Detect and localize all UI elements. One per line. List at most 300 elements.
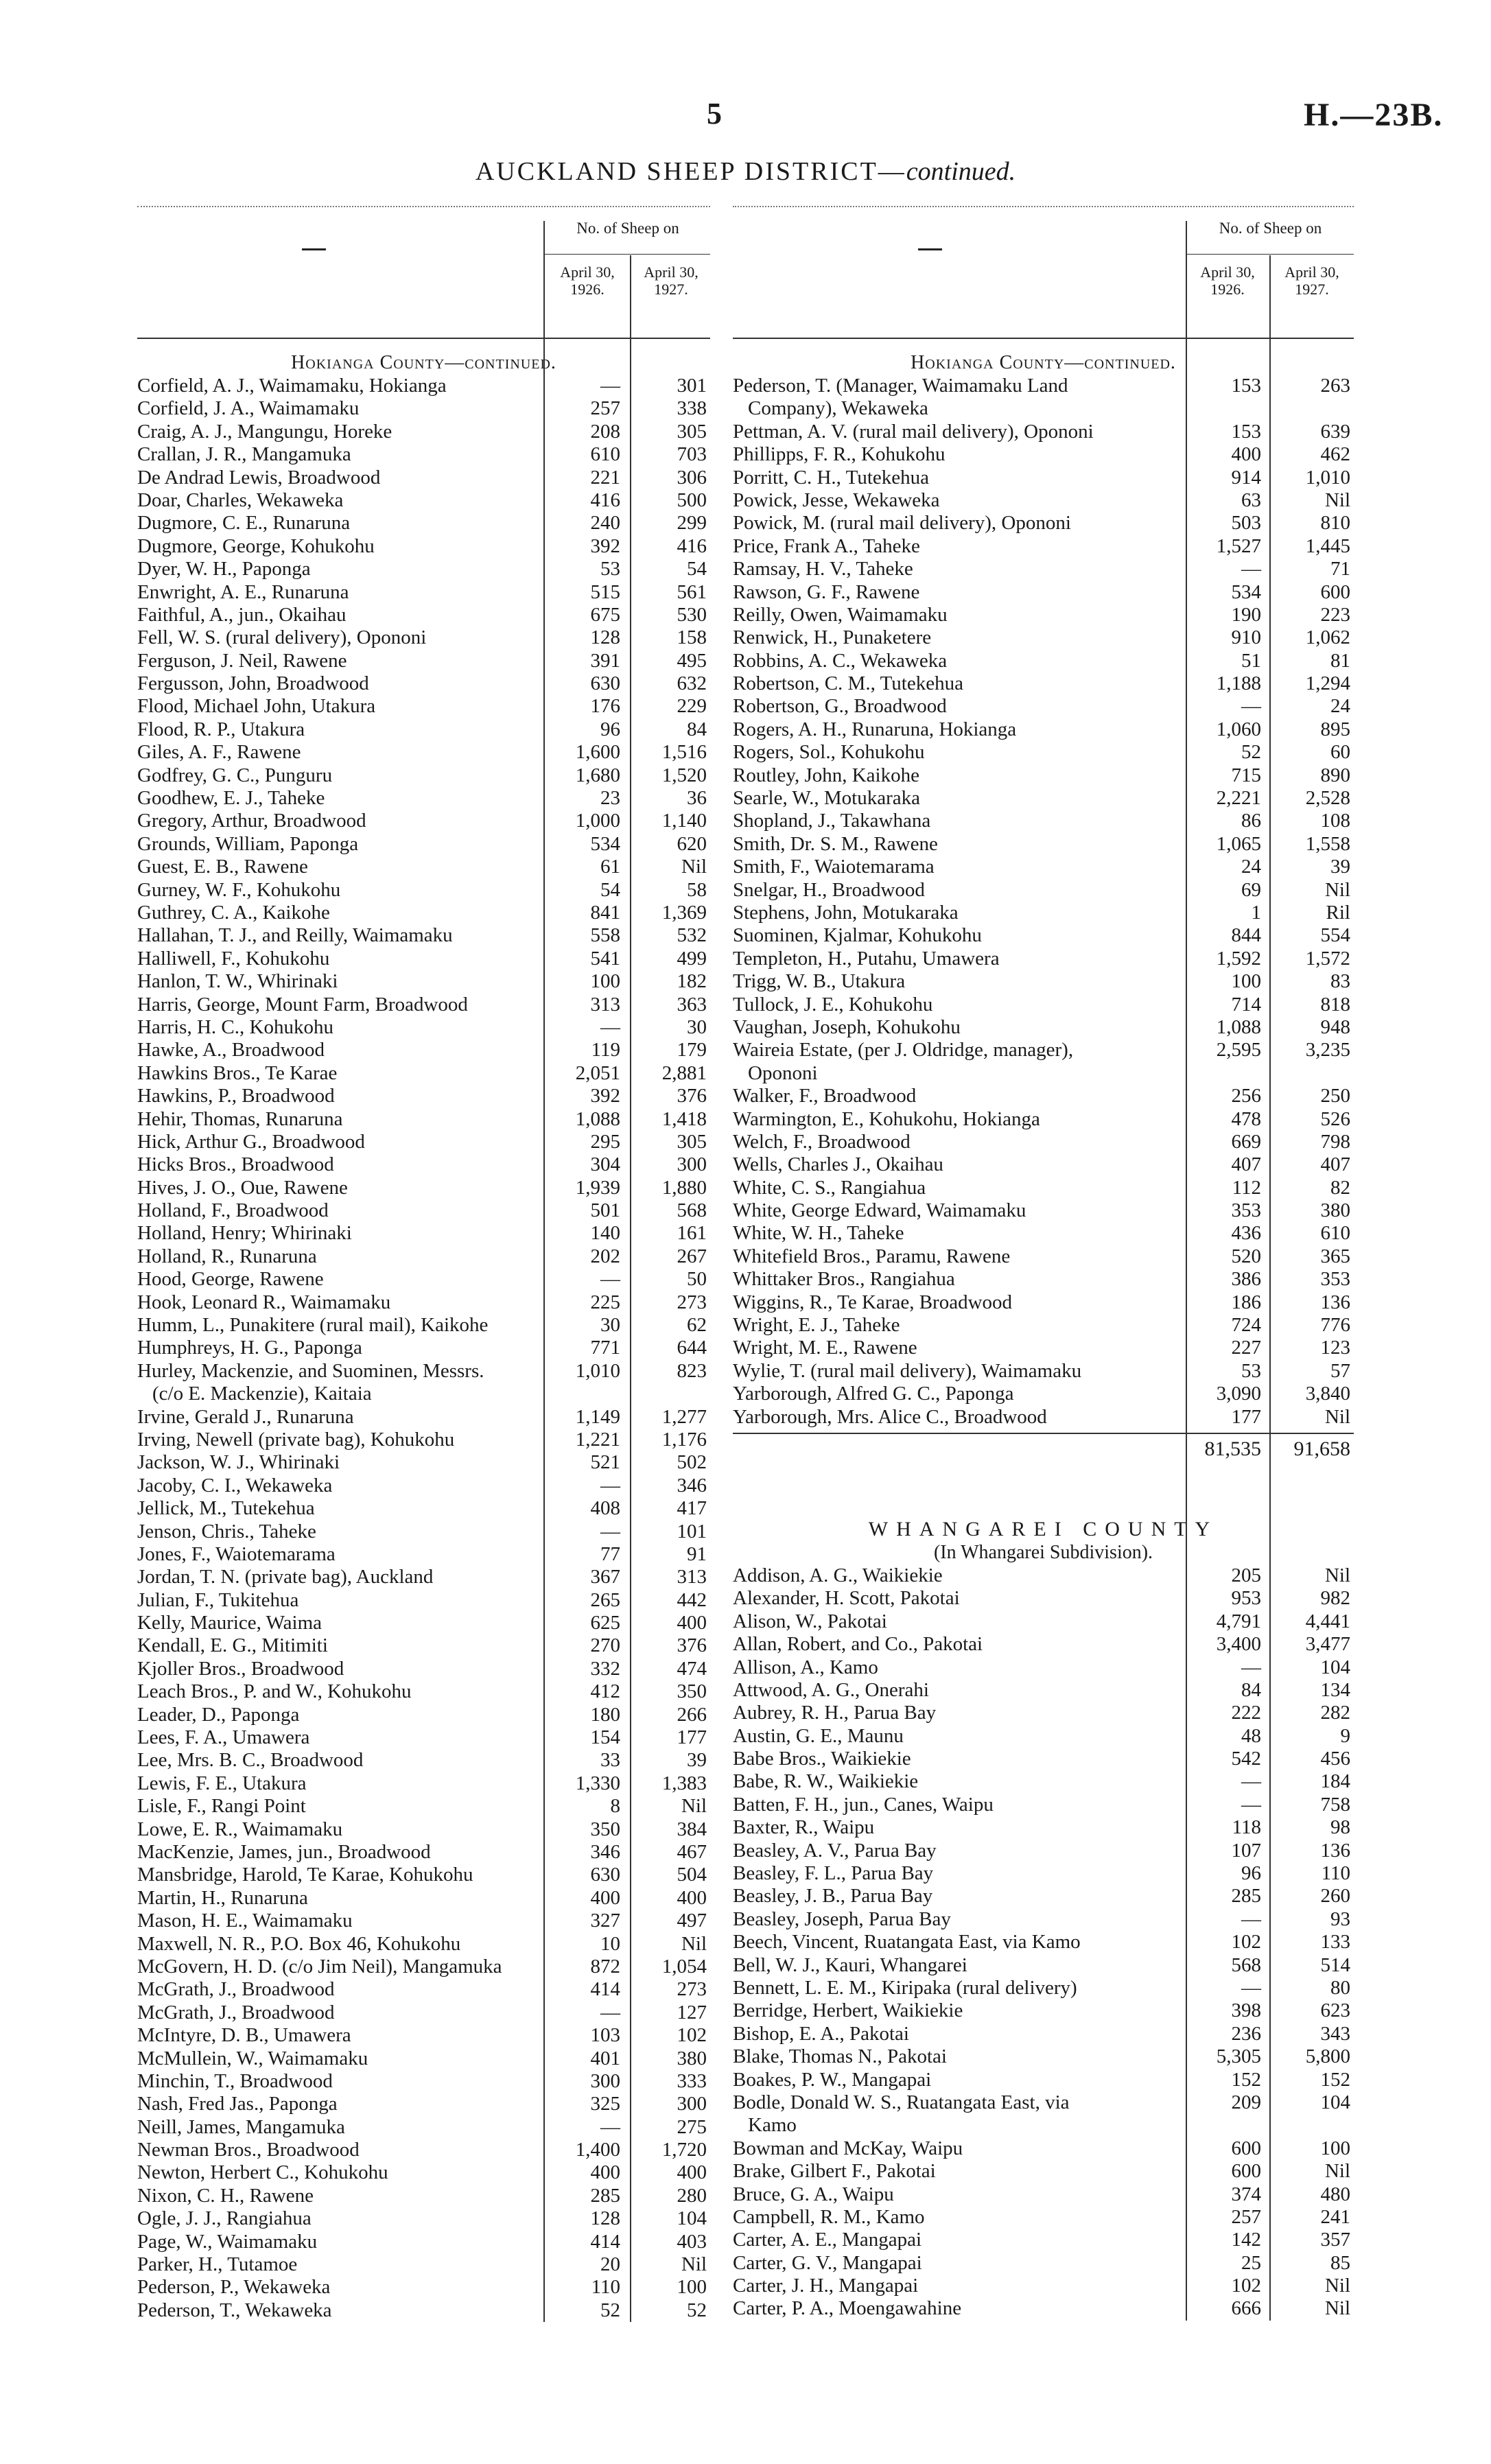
- table-row: [137, 443, 710, 466]
- sheep-1927: 83: [1330, 970, 1350, 993]
- table-row: [137, 1177, 710, 1199]
- sheep-1927: 36: [687, 787, 707, 810]
- sheep-1927: 474: [677, 1657, 707, 1680]
- sheep-1926: —: [1241, 1656, 1261, 1678]
- owner-name: Holland, R., Runaruna: [137, 1245, 317, 1267]
- owner-name: Harris, H. C., Kohukohu: [137, 1016, 333, 1038]
- sheep-1926: —: [1241, 1793, 1261, 1816]
- sheep-1927: 85: [1330, 2251, 1350, 2274]
- owner-name: Halliwell, F., Kohukohu: [137, 947, 330, 970]
- sheep-1926: 257: [590, 397, 620, 420]
- sheep-1926: 8: [610, 1795, 620, 1818]
- table-row: [733, 1314, 1354, 1337]
- table-row: [137, 1680, 710, 1703]
- sheep-1926: —: [600, 2115, 620, 2138]
- table-row: [733, 1770, 1354, 1793]
- owner-name: Smith, F., Waiotemarama: [733, 856, 935, 878]
- owner-name: Hick, Arthur G., Broadwood: [137, 1130, 365, 1153]
- table-row: [733, 1725, 1354, 1748]
- owner-name: White, C. S., Rangiahua: [733, 1176, 926, 1199]
- owner-name: Dyer, W. H., Paponga: [137, 558, 311, 580]
- table-row: [733, 741, 1354, 764]
- owner-name: Beasley, J. B., Parua Bay: [733, 1885, 933, 1908]
- sheep-1926: 20: [600, 2253, 620, 2276]
- table-row: [733, 1816, 1354, 1839]
- owner-name: Crallan, J. R., Mangamuka: [137, 443, 351, 466]
- owner-name: Wylie, T. (rural mail delivery), Waimamaku: [733, 1359, 1082, 1382]
- table-row: [733, 902, 1354, 924]
- county-heading: WHANGAREI COUNTY: [868, 1517, 1219, 1540]
- sheep-1926: 391: [590, 649, 620, 672]
- sheep-1926: 1,188: [1216, 672, 1261, 695]
- sheep-1927: 480: [1320, 2183, 1350, 2205]
- owner-name: Walker, F., Broadwood: [733, 1085, 917, 1107]
- owner-name: Corfield, A. J., Waimamaku, Hokianga: [137, 375, 447, 397]
- sheep-1927: Nil: [1324, 878, 1350, 901]
- sheep-1926: 400: [590, 1886, 620, 1909]
- table-row: [137, 1039, 710, 1061]
- table-row: [733, 1610, 1354, 1633]
- sheep-1926: 102: [1231, 1931, 1261, 1953]
- sheep-1927: 24: [1330, 695, 1350, 718]
- sheep-1926: 48: [1241, 1724, 1261, 1747]
- sheep-1926: —: [1241, 695, 1261, 718]
- header-no-of-sheep: No. of Sheep on: [1219, 220, 1322, 237]
- table-row: [137, 1726, 710, 1749]
- owner-name: Porritt, C. H., Tutekehua: [733, 466, 929, 489]
- sheep-1926: 1,600: [575, 741, 620, 764]
- sheep-1927: 57: [1330, 1359, 1350, 1382]
- owner-name: Pederson, T., Wekaweka: [137, 2299, 332, 2321]
- sheep-1927: 343: [1320, 2022, 1350, 2045]
- sheep-1926: 541: [590, 947, 620, 970]
- table-row: [733, 2252, 1354, 2275]
- table-row: [733, 994, 1354, 1016]
- owner-name: Snelgar, H., Broadwood: [733, 878, 925, 901]
- owner-name: Carter, P. A., Moengawahine: [733, 2297, 962, 2320]
- table-row: [137, 1383, 710, 1405]
- owner-name: Suominen, Kjalmar, Kohukohu: [733, 924, 982, 947]
- header-no-of-sheep: No. of Sheep on: [576, 220, 679, 237]
- owner-name: Giles, A. F., Rawene: [137, 741, 301, 764]
- owner-name: Jackson, W. J., Whirinaki: [137, 1451, 340, 1474]
- sheep-1927: 266: [677, 1703, 707, 1726]
- table-row: [733, 2160, 1354, 2183]
- left-table-header: [137, 206, 710, 339]
- table-row: [733, 2206, 1354, 2229]
- sheep-1926: 353: [1231, 1199, 1261, 1222]
- table-row: [137, 489, 710, 512]
- sheep-1926: 180: [590, 1703, 620, 1726]
- sheep-1927: 81: [1330, 649, 1350, 672]
- sheep-1927: 1,520: [661, 764, 707, 786]
- sheep-1927: 1,720: [661, 2139, 707, 2161]
- sheep-1926: 77: [600, 1542, 620, 1565]
- sheep-1926: 610: [590, 443, 620, 466]
- owner-name: Jellick, M., Tutekehua: [137, 1497, 315, 1520]
- owner-name: De Andrad Lewis, Broadwood: [137, 466, 381, 489]
- sheep-1927: 504: [677, 1864, 707, 1886]
- sheep-1927: 514: [1320, 1953, 1350, 1976]
- sheep-1927: 407: [1320, 1153, 1350, 1176]
- owner-name: MacKenzie, James, jun., Broadwood: [137, 1841, 431, 1863]
- sheep-1926: 910: [1231, 626, 1261, 649]
- owner-name: Hood, George, Rawene: [137, 1268, 324, 1291]
- sheep-1926: 914: [1231, 466, 1261, 489]
- sheep-1927: Nil: [1324, 1564, 1350, 1586]
- sheep-1926: 1,065: [1216, 832, 1261, 855]
- sheep-1927: 100: [1320, 2137, 1350, 2159]
- owner-name: Templeton, H., Putahu, Umawera: [733, 947, 1000, 970]
- table-row: [137, 1841, 710, 1864]
- owner-name: Hawkins Bros., Te Karae: [137, 1061, 338, 1084]
- owner-name: Wiggins, R., Te Karae, Broadwood: [733, 1291, 1013, 1313]
- sheep-1927: Ril: [1326, 901, 1350, 924]
- sheep-1927: 530: [677, 603, 707, 626]
- sheep-1926: 190: [1231, 603, 1261, 626]
- table-row: [733, 1679, 1354, 1702]
- owner-name: Corfield, J. A., Waimamaku: [137, 397, 360, 420]
- sheep-1927: 241: [1320, 2205, 1350, 2228]
- sheep-1927: 80: [1330, 1977, 1350, 1999]
- table-row: [137, 902, 710, 924]
- table-row: [137, 535, 710, 558]
- sheep-1926: —: [600, 1520, 620, 1542]
- sheep-1927: 179: [677, 1039, 707, 1061]
- sheep-1926: 841: [590, 901, 620, 924]
- sheep-1926: 128: [590, 626, 620, 649]
- sheep-1927: 644: [677, 1337, 707, 1359]
- table-row: [137, 626, 710, 649]
- table-row: [137, 2231, 710, 2253]
- sheep-1926: 398: [1231, 1999, 1261, 2022]
- sheep-1927: 500: [677, 489, 707, 511]
- sheep-1927: 818: [1320, 993, 1350, 1016]
- owner-name: Ferguson, J. Neil, Rawene: [137, 649, 347, 672]
- sheep-1927: 136: [1320, 1839, 1350, 1862]
- header-date-1927: April 30, 1927.: [1284, 263, 1339, 298]
- sheep-1926: 1,527: [1216, 535, 1261, 557]
- sheep-1926: 386: [1231, 1268, 1261, 1291]
- sheep-1927: 152: [1320, 2068, 1350, 2091]
- sheep-1927: 632: [677, 672, 707, 695]
- owner-name: Page, W., Waimamaku: [137, 2230, 318, 2253]
- table-row: [137, 1658, 710, 1680]
- table-row: [733, 1564, 1354, 1587]
- right-table-header: [733, 206, 1354, 339]
- sheep-1926: 33: [600, 1749, 620, 1772]
- owner-name: Lewis, F. E., Utakura: [137, 1772, 307, 1794]
- table-row: [137, 2207, 710, 2230]
- sheep-1926: 666: [1231, 2297, 1261, 2320]
- sheep-1926: 270: [590, 1634, 620, 1657]
- left-column: [137, 206, 710, 2322]
- sheep-1927: 1,176: [661, 1428, 707, 1451]
- table-row: [137, 1451, 710, 1474]
- table-row: [733, 1360, 1354, 1383]
- sheep-1926: 236: [1231, 2022, 1261, 2045]
- owner-name: Allan, Robert, and Co., Pakotai: [733, 1633, 983, 1656]
- owner-name: Stephens, John, Motukaraka: [733, 901, 959, 924]
- table-row: [137, 421, 710, 443]
- owner-name: Reilly, Owen, Waimamaku: [733, 603, 948, 626]
- table-row: [137, 787, 710, 810]
- sheep-1926: 2,221: [1216, 787, 1261, 810]
- owner-name: Wright, M. E., Rawene: [733, 1337, 917, 1359]
- sheep-1927: 158: [677, 626, 707, 649]
- sheep-1926: 534: [1231, 580, 1261, 603]
- table-row: [137, 2299, 710, 2322]
- sheep-1926: 265: [590, 1588, 620, 1611]
- sheep-1926: 1,000: [575, 810, 620, 832]
- owner-name: Addison, A. G., Waikiekie: [733, 1564, 943, 1586]
- sheep-1927: 467: [677, 1841, 707, 1863]
- table-row: [733, 1406, 1354, 1429]
- table-row: [733, 1862, 1354, 1885]
- sheep-1926: 54: [600, 878, 620, 901]
- sheep-1926: 1,010: [575, 1359, 620, 1382]
- owner-name: Beasley, Joseph, Parua Bay: [733, 1908, 951, 1930]
- total-1927: 91,658: [1293, 1437, 1350, 1460]
- owner-name: Rawson, G. F., Rawene: [733, 580, 920, 603]
- owner-name: Trigg, W. B., Utakura: [733, 970, 906, 993]
- table-row: [733, 1268, 1354, 1291]
- sheep-1926: 112: [1232, 1176, 1261, 1199]
- sheep-1927: 333: [677, 2069, 707, 2092]
- table-row: [137, 1795, 710, 1818]
- owner-name: Mason, H. E., Waimamaku: [137, 1910, 353, 1932]
- sheep-1927: 363: [677, 993, 707, 1016]
- sheep-1926: 205: [1231, 1564, 1261, 1586]
- table-row: [733, 1954, 1354, 1977]
- table-row: [733, 672, 1354, 695]
- table-row: [733, 1748, 1354, 1770]
- owner-name: Batten, F. H., jun., Canes, Waipu: [733, 1793, 994, 1816]
- table-row: [137, 833, 710, 856]
- sheep-1927: 600: [1320, 580, 1350, 603]
- table-row: [137, 1704, 710, 1726]
- owner-name: Babe, R. W., Waikiekie: [733, 1770, 919, 1793]
- owner-name: Hurley, Mackenzie, and Suominen, Messrs.: [137, 1359, 484, 1382]
- owner-name: Leach Bros., P. and W., Kohukohu: [137, 1680, 412, 1703]
- owner-name: Flood, Michael John, Utakura: [137, 695, 376, 718]
- sheep-1927: 2,528: [1305, 787, 1350, 810]
- owner-name: Renwick, H., Punaketere: [733, 626, 932, 649]
- table-row: [137, 1749, 710, 1772]
- sheep-1927: 123: [1320, 1337, 1350, 1359]
- owner-name: Whitefield Bros., Paramu, Rawene: [733, 1245, 1011, 1267]
- sheep-1926: 103: [590, 2024, 620, 2047]
- table-row: [137, 856, 710, 878]
- table-row: [733, 558, 1354, 580]
- sheep-1927: 384: [677, 1818, 707, 1840]
- sheep-1927: 2,881: [661, 1061, 707, 1084]
- table-row: [733, 718, 1354, 741]
- sheep-1927: 1,558: [1305, 832, 1350, 855]
- table-row: [733, 833, 1354, 856]
- sheep-1926: 503: [1231, 512, 1261, 535]
- sheep-1926: 3,090: [1216, 1383, 1261, 1405]
- sheep-1926: 325: [590, 2093, 620, 2115]
- owner-name: Julian, F., Tukitehua: [137, 1588, 299, 1611]
- table-row: [137, 1406, 710, 1429]
- owner-name: Austin, G. E., Maunu: [733, 1724, 904, 1747]
- sheep-1927: 84: [687, 718, 707, 740]
- title-continued: continued.: [906, 157, 1016, 186]
- table-row: [733, 695, 1354, 718]
- owner-name: Aubrey, R. H., Parua Bay: [733, 1702, 937, 1724]
- owner-name: Price, Frank A., Taheke: [733, 535, 920, 557]
- sheep-1927: 52: [687, 2299, 707, 2321]
- table-row: [733, 1153, 1354, 1176]
- owner-name: McGrath, J., Broadwood: [137, 1978, 335, 2001]
- sheep-1926: 478: [1231, 1107, 1261, 1130]
- table-row: [137, 695, 710, 718]
- table-row: [733, 375, 1354, 397]
- sheep-1926: 408: [590, 1497, 620, 1520]
- sheep-1926: 392: [590, 1085, 620, 1107]
- table-row: [137, 1589, 710, 1612]
- owner-name: Faithful, A., jun., Okaihau: [137, 603, 347, 626]
- table-row: [137, 2253, 710, 2276]
- owner-name: Jordan, T. N. (private bag), Auckland: [137, 1566, 434, 1588]
- owner-name: Minchin, T., Broadwood: [137, 2069, 333, 2092]
- sheep-1927: 267: [677, 1245, 707, 1267]
- sheep-1926: 630: [590, 672, 620, 695]
- sheep-1926: 118: [1232, 1816, 1261, 1839]
- sheep-1926: 52: [1241, 741, 1261, 764]
- sheep-1926: 100: [590, 970, 620, 993]
- owner-name: Alexander, H. Scott, Pakotai: [733, 1587, 960, 1610]
- owner-name: Boakes, P. W., Mangapai: [733, 2068, 932, 2091]
- document-reference: H.—23B.: [1304, 97, 1444, 133]
- table-row: [137, 924, 710, 947]
- table-row: [137, 1864, 710, 1886]
- table-row: [137, 672, 710, 695]
- section-heading: Hokianga County—continued.: [911, 352, 1176, 373]
- sheep-1926: 600: [1231, 2137, 1261, 2159]
- table-row: [137, 810, 710, 832]
- owner-name: Campbell, R. M., Kamo: [733, 2205, 925, 2228]
- table-row: [733, 787, 1354, 810]
- sheep-1926: 534: [590, 832, 620, 855]
- sheep-1926: 5,305: [1216, 2045, 1261, 2068]
- owner-name: Fell, W. S. (rural delivery), Opononi: [137, 626, 427, 649]
- sheep-1926: 202: [590, 1245, 620, 1267]
- sheep-1927: 376: [677, 1085, 707, 1107]
- owner-name: Babe Bros., Waikiekie: [733, 1748, 911, 1770]
- table-row: [733, 2069, 1354, 2091]
- owner-name: Robertson, G., Broadwood: [733, 695, 947, 718]
- sheep-1927: 403: [677, 2230, 707, 2253]
- table-row: [733, 2275, 1354, 2297]
- header-dash: [918, 248, 942, 250]
- sheep-1926: 669: [1231, 1130, 1261, 1153]
- sheep-1927: 313: [677, 1566, 707, 1588]
- owner-name: Leader, D., Paponga: [137, 1703, 300, 1726]
- table-row: [137, 1521, 710, 1543]
- sheep-1927: 161: [677, 1222, 707, 1245]
- table-row: [137, 1108, 710, 1131]
- table-row: [137, 2070, 710, 2093]
- sheep-1927: 30: [687, 1016, 707, 1038]
- sheep-1927: 1,572: [1305, 947, 1350, 970]
- sheep-1926: 542: [1231, 1748, 1261, 1770]
- owner-name: Flood, R. P., Utakura: [137, 718, 305, 740]
- table-row: [733, 810, 1354, 832]
- table-row: [733, 1587, 1354, 1610]
- table-row: [733, 856, 1354, 878]
- owner-name: (c/o E. Mackenzie), Kaitaia: [152, 1383, 372, 1405]
- sheep-1926: 96: [600, 718, 620, 740]
- sheep-1926: 227: [1231, 1337, 1261, 1359]
- sheep-1926: —: [600, 1268, 620, 1291]
- owner-name: Pederson, T. (Manager, Waimamaku Land: [733, 375, 1068, 397]
- owner-name: Neill, James, Mangamuka: [137, 2115, 345, 2138]
- owner-name: Gurney, W. F., Kohukohu: [137, 878, 341, 901]
- sheep-1927: 305: [677, 1130, 707, 1153]
- sheep-1926: 222: [1231, 1702, 1261, 1724]
- sheep-1926: 392: [590, 535, 620, 557]
- sheep-1927: 456: [1320, 1748, 1350, 1770]
- owner-name: Nash, Fred Jas., Paponga: [137, 2093, 338, 2115]
- sheep-1927: 610: [1320, 1222, 1350, 1245]
- table-row: [733, 1222, 1354, 1245]
- sheep-1926: 2,595: [1216, 1039, 1261, 1061]
- sheep-1927: 71: [1330, 558, 1350, 580]
- owner-name: Lowe, E. R., Waimamaku: [137, 1818, 343, 1840]
- sheep-1926: 714: [1231, 993, 1261, 1016]
- sheep-1926: 332: [590, 1657, 620, 1680]
- sheep-1927: 495: [677, 649, 707, 672]
- sheep-1927: 50: [687, 1268, 707, 1291]
- sheep-1927: 526: [1320, 1107, 1350, 1130]
- sheep-1927: Nil: [1324, 2275, 1350, 2297]
- sheep-1926: —: [600, 1474, 620, 1497]
- sheep-1926: 53: [600, 558, 620, 580]
- owner-name: Hanlon, T. W., Whirinaki: [137, 970, 338, 993]
- owner-name: Smith, Dr. S. M., Rawene: [733, 832, 938, 855]
- sheep-1927: 948: [1320, 1016, 1350, 1038]
- sheep-1927: Nil: [681, 1932, 707, 1955]
- sheep-1926: 872: [590, 1955, 620, 1978]
- owner-name: Robertson, C. M., Tutekehua: [733, 672, 963, 695]
- sheep-1926: 128: [590, 2207, 620, 2230]
- owner-name: Shopland, J., Takawhana: [733, 810, 931, 832]
- sheep-1926: 153: [1231, 420, 1261, 443]
- sheep-1927: 39: [1330, 856, 1350, 878]
- sheep-1927: Nil: [1324, 2160, 1350, 2183]
- table-row: [137, 1245, 710, 1268]
- owner-name: McMullein, W., Waimamaku: [137, 2047, 368, 2069]
- table-row: [137, 1566, 710, 1588]
- sheep-1927: Nil: [1324, 2297, 1350, 2320]
- sheep-1926: 558: [590, 924, 620, 947]
- header-date-1926: April 30, 1926.: [1200, 263, 1255, 298]
- owner-name: Martin, H., Runaruna: [137, 1886, 308, 1909]
- sheep-1926: 1,400: [575, 2139, 620, 2161]
- sheep-1927: 101: [677, 1520, 707, 1542]
- table-row: [137, 1291, 710, 1314]
- sheep-1926: 300: [590, 2069, 620, 2092]
- owner-name: Rogers, A. H., Runaruna, Hokianga: [733, 718, 1017, 740]
- sheep-1927: 250: [1320, 1085, 1350, 1107]
- table-row: [733, 626, 1354, 649]
- sheep-1927: 300: [677, 1153, 707, 1176]
- table-row: [733, 1039, 1354, 1061]
- table-row: [137, 1634, 710, 1657]
- sheep-1927: 1,369: [661, 901, 707, 924]
